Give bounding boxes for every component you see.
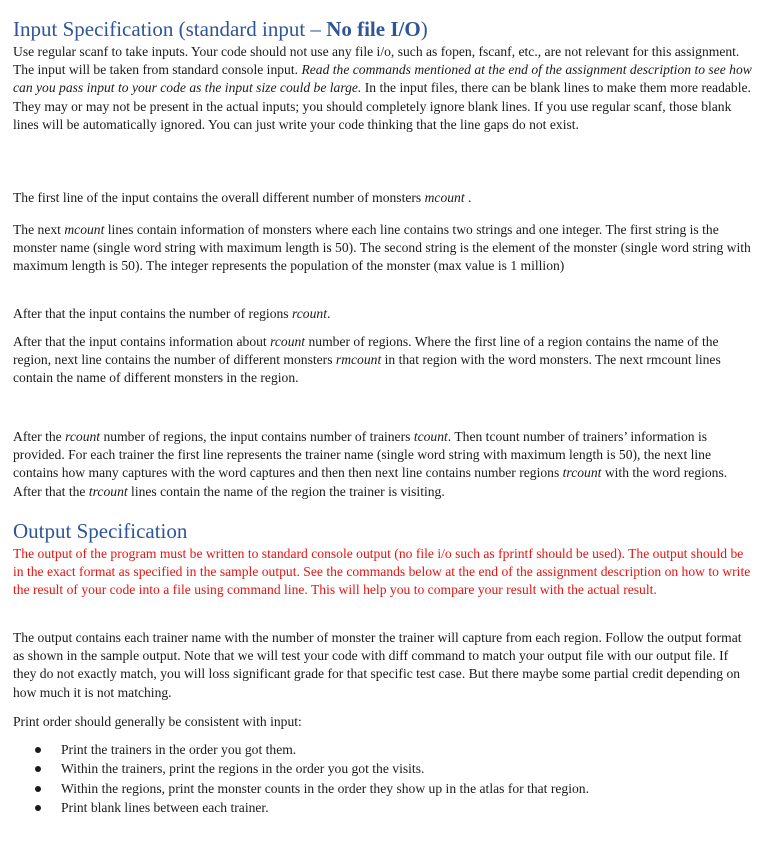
text-run: . (464, 190, 472, 205)
text-run: Use regular scanf to take inputs. Your code should not use any file i/o, such as fopen, fscanf, etc., are not relevant for this assignment. The input will be taken from standard console input. (13, 44, 740, 78)
monster-info-paragraph (13, 221, 753, 276)
text-run: After that the input contains the number of regions (13, 306, 292, 321)
output-spec-heading: Output Specification (13, 519, 188, 543)
list-item: Within the regions, print the monster counts in the order they show up in the atlas for that region. (13, 780, 753, 799)
text-run: . (326, 306, 331, 321)
variable-rcount: rcount (65, 429, 101, 444)
list-item: Within the trainers, print the regions in the order you got the visits. (13, 760, 753, 779)
text-run: lines contain the name of the region the trainer is visiting. (127, 483, 445, 499)
input-spec-heading-close: ) (420, 17, 428, 41)
variable-mcount: mcount (64, 222, 105, 237)
list-item: Print the trainers in the order you got them. (13, 741, 753, 760)
input-spec-heading-text: Input Specification (standard input – (13, 17, 327, 41)
list-item: Print blank lines between each trainer. (13, 799, 753, 818)
input-spec-heading (13, 17, 428, 41)
text-run: number of regions, the input contains number of trainers (100, 429, 414, 444)
input-spec-heading-bold: No file I/O (326, 17, 421, 41)
text-run: After that the input contains information about (13, 334, 271, 349)
text-run: The next (13, 222, 65, 237)
variable-trcount: trcount (562, 465, 602, 481)
print-order-paragraph: Print order should generally be consistent with input: (13, 714, 302, 729)
text-run: lines contain information of monsters where each line contains two strings and one integer. The first string is the monster name (single word string with maximum length is 50). The second string is the element of the monster (single word string with maximum length is 50). The integer represents the population of the monster (max value is 1 million) (13, 222, 751, 274)
text-run: in that region with the word monsters. The next rmcount lines contain the name of different monsters in the region. (13, 352, 721, 386)
text-run: After the (13, 429, 66, 444)
mcount-paragraph (13, 189, 753, 207)
input-intro-paragraph (13, 43, 753, 134)
rcount-paragraph (13, 305, 753, 323)
output-warning-paragraph: The output of the program must be written to standard console output (no file i/o such as fprintf should be used). The output should be in the exact format as specified in the sample output. See the commands below at the end of the assignment description on how to write the result of your code into a file using command line. This will help you to compare your result with the actual result. (13, 546, 751, 598)
variable-trcount: trcount (88, 483, 128, 499)
text-run: number of regions. Where the first line of a region contains the name of the region, next line contains the number of different monsters (13, 334, 719, 368)
print-order-list (13, 741, 753, 818)
italic-text-run: Read the commands mentioned at the end of the assignment description to see how can you pass input to your code as the input size could be large. (13, 62, 752, 96)
variable-rmcount: rmcount (335, 352, 382, 368)
output-format-paragraph: The output contains each trainer name with the number of monster the trainer will capture from each region. Follow the output format as shown in the sample output. Note that we will test your code with diff command to match your output file with our output file. If they do not exactly match, you will loss significant grade for that specific test case. But there maybe some partial credit depending on how much it is not matching. (13, 630, 742, 700)
text-run: In the input files, there can be blank lines to make them more readable. They may or may not be present in the actual inputs; you should completely ignore blank lines. If you use regular scanf, those blank lines will be automatically ignored. You can just write your code thinking that the line gaps do not exist. (13, 80, 751, 132)
variable-tcount: tcount (413, 429, 448, 444)
text-run: with the word regions. After that the (13, 465, 728, 499)
variable-mcount: mcount (424, 190, 465, 205)
variable-rcount: rcount (270, 334, 306, 349)
region-info-paragraph (13, 333, 753, 388)
variable-rcount: rcount (291, 306, 327, 321)
trainer-info-paragraph (13, 428, 753, 501)
text-run: . Then tcount number of trainers’ information is provided. For each trainer the first line represents the trainer name (single word string with maximum length is 50), the next line contains how many captures with the word captures and then then next line contains number regions (13, 429, 712, 481)
text-run: The first line of the input contains the overall different number of monsters (13, 190, 425, 205)
